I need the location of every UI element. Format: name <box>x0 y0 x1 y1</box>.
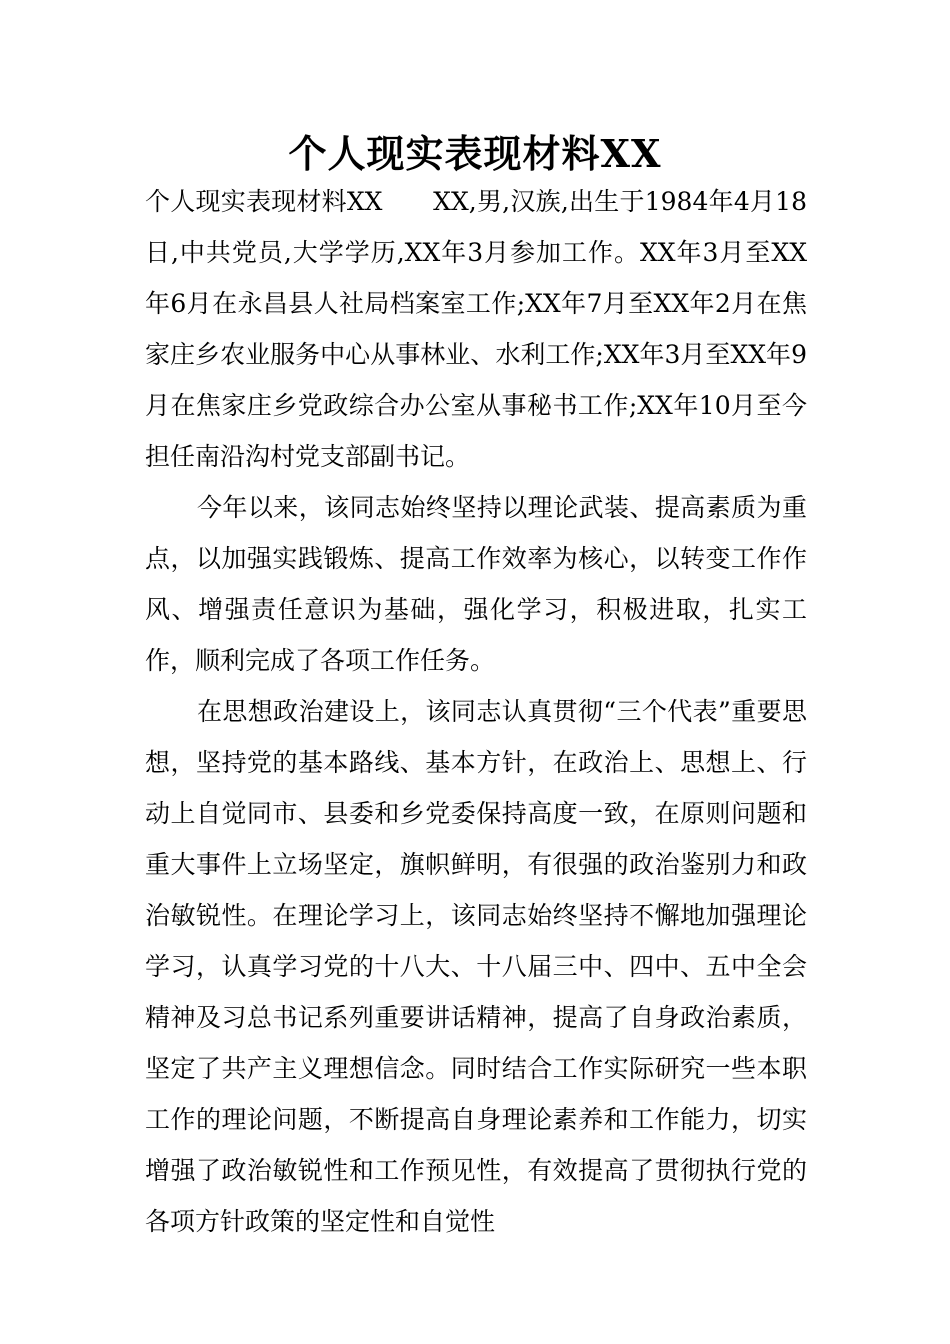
paragraph-summary: 今年以来，该同志始终坚持以理论武装、提高素质为重点，以加强实践锻炼、提高工作效率为核心，以转变工作作风、增强责任意识为基础，强化学习，积极进取，扎实工作，顺利完成了各项工作任务。 <box>145 493 807 675</box>
paragraph-political-development: 在思想政治建设上，该同志认真贯彻“三个代表”重要思想，坚持党的基本路线、基本方针，在政治上、思想上、行动上自觉同市、县委和乡党委保持高度一致，在原则问题和重大事件上立场坚定，旗帜鲜明，有很强的政治鉴别力和政治敏锐性。在理论学习上，该同志始终坚持不懈地加强理论学习，认真学习党的十八大、十八届三中、四中、五中全会精神及习总书记系列重要讲话精神，提高了自身政治素质，坚定了共产主义理想信念。同时结合工作实际研究一些本职工作的理论问题，不断提高自身理论素养和工作能力，切实增强了政治敏锐性和工作预见性，有效提高了贯彻执行党的各项方针政策的坚定性和自觉性 <box>145 697 807 1236</box>
document-body <box>145 176 807 1247</box>
document-title: 个人现实表现材料XX <box>288 131 662 176</box>
paragraph-personal-info: 个人现实表现材料XX XX,男,汉族,出生于1984年4月18日,中共党员,大学学历,XX年3月参加工作。XX年3月至XX年6月在永昌县人社局档案室工作;XX年7月至XX年2月在焦家庄乡农业服务中心从事林业、水利工作;XX年3月至XX年9月在焦家庄乡党政综合办公室从事秘书工作;XX年10月至今担任南沿沟村党支部副书记。 <box>145 187 807 471</box>
